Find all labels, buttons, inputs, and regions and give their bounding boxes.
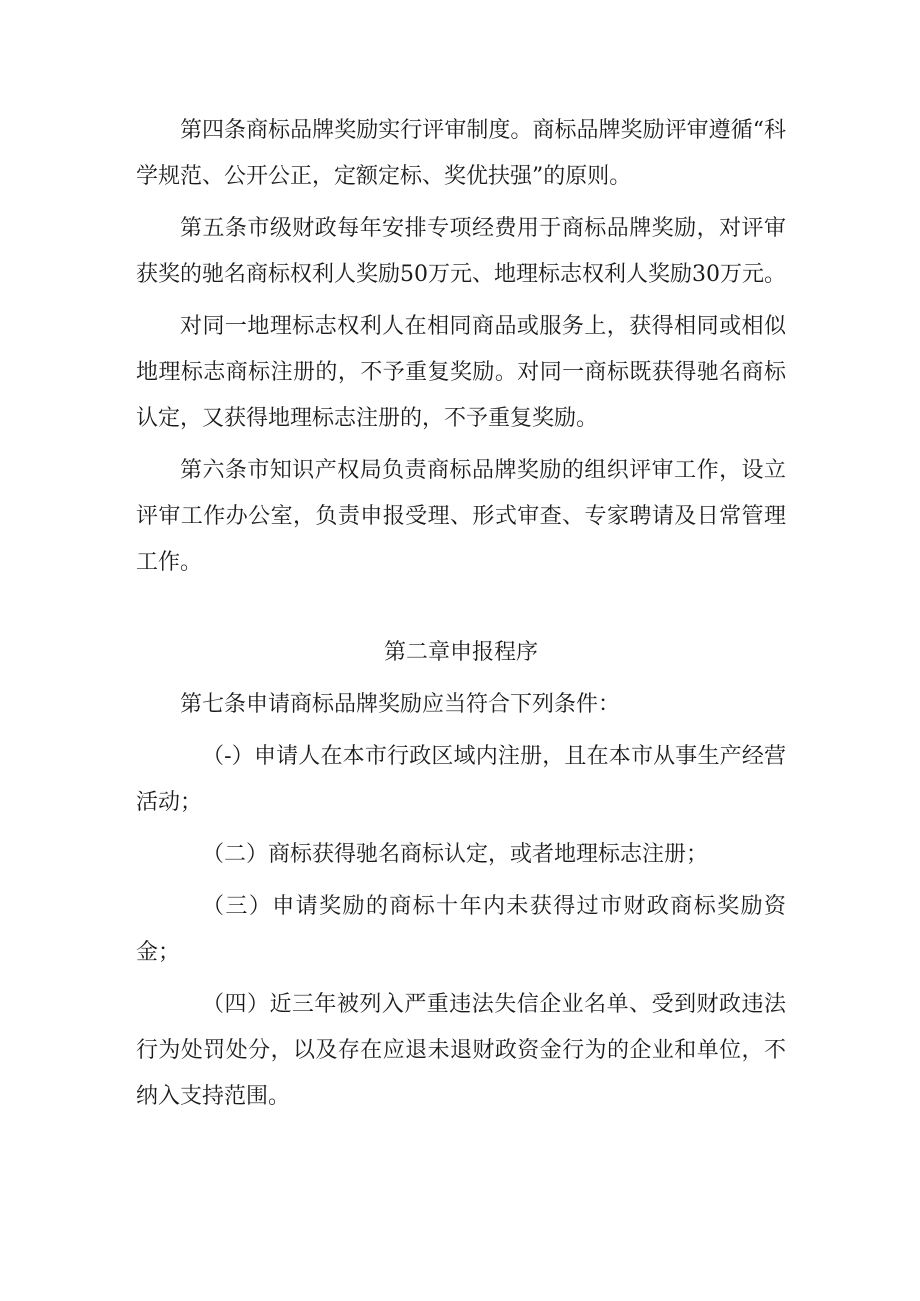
- article-5-note: 对同一地理标志权利人在相同商品或服务上，获得相同或相似地理标志商标注册的，不予重复奖励。对同一商标既获得驰名商标认定，又获得地理标志注册的，不予重复奖励。: [136, 314, 786, 431]
- condition-2: （二）商标获得驰名商标认定，或者地理标志注册；: [202, 842, 709, 867]
- article-5: 第五条市级财政每年安排专项经费用于商标品牌奖励，对评审获奖的驰名商标权利人奖励50万元、地理标志权利人奖励30万元。: [136, 216, 786, 287]
- condition-3: （三）申请奖励的商标十年内未获得过市财政商标奖励资金；: [136, 894, 786, 965]
- condition-4: （四）近三年被列入严重违法失信企业名单、受到财政违法行为处罚处分，以及存在应退未退财政资金行为的企业和单位，不纳入支持范围。: [136, 992, 786, 1109]
- chapter-title: 第二章申报程序: [383, 640, 538, 665]
- condition-1: （-）申请人在本市行政区域内注册，且在本市从事生产经营活动；: [136, 744, 786, 815]
- article-7: 第七条申请商标品牌奖励应当符合下列条件：: [180, 692, 621, 717]
- document-body: [136, 108, 786, 1120]
- article-6: 第六条市知识产权局负责商标品牌奖励的组织评审工作，设立评审工作办公室，负责申报受理、形式审查、专家聘请及日常管理工作。: [136, 458, 786, 575]
- article-4: 第四条商标品牌奖励实行评审制度。商标品牌奖励评审遵循“科学规范、公开公正，定额定标、奖优扶强”的原则。: [136, 118, 786, 189]
